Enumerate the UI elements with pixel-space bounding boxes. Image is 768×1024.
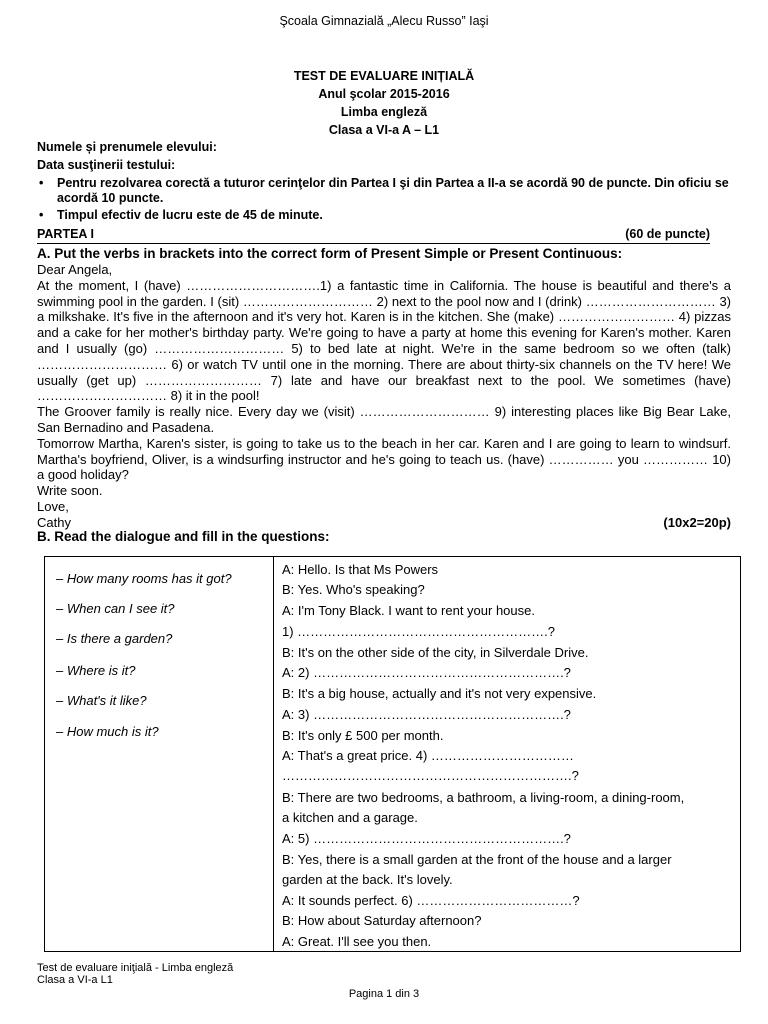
question-option: – Where is it? bbox=[56, 663, 136, 678]
part-label: PARTEA I bbox=[37, 227, 94, 241]
dialogue-line: B: Yes. Who's speaking? bbox=[282, 582, 425, 597]
question-option: – Is there a garden? bbox=[56, 631, 173, 646]
exercise-a-points: (10x2=20p) bbox=[663, 514, 731, 530]
dialogue-line: ………………………………………………………….? bbox=[282, 768, 579, 783]
exercise-a-title: A. Put the verbs in brackets into the correct form of Present Simple or Present Continuous: bbox=[37, 246, 623, 261]
dialogue-line: A: Great. I'll see you then. bbox=[282, 934, 432, 949]
dialogue-line: B: How about Saturday afternoon? bbox=[282, 913, 482, 928]
part-one-heading bbox=[37, 227, 710, 244]
page-footer bbox=[37, 962, 233, 986]
instruction-item: • Timpul efectiv de lucru este de 45 de minute. bbox=[37, 208, 737, 223]
dialogue-table bbox=[44, 556, 741, 952]
exercise-a-letter bbox=[37, 262, 731, 531]
letter-greeting: Dear Angela, bbox=[37, 262, 113, 277]
dialogue-line: B: There are two bedrooms, a bathroom, a living-room, a dining-room, bbox=[282, 790, 685, 805]
question-option: – How much is it? bbox=[56, 724, 159, 739]
question-option: – How many rooms has it got? bbox=[56, 571, 232, 586]
letter-closing: Write soon. bbox=[37, 483, 103, 499]
dialogue-line: a kitchen and a garage. bbox=[282, 810, 418, 825]
instruction-item: • Pentru rezolvarea corectă a tuturor cerinţelor din Partea I şi din Partea a II-a se acordă 90 de puncte. Din oficiu se acordă 10 puncte. bbox=[37, 176, 737, 206]
footer-class: Clasa a VI-a L1 bbox=[37, 974, 113, 986]
school-header: Şcoala Gimnazială „Alecu Russo” Iaşi bbox=[279, 14, 489, 28]
dialogue-line: A: It sounds perfect. 6) ………………………………? bbox=[282, 893, 580, 908]
dialogue-line: A: That's a great price. 4) …………………………… bbox=[282, 748, 574, 763]
letter-paragraph: At the moment, I (have) ………………………….1) a fantastic time in California. The house is beautiful and there's a swimming pool in the garden. I (sit) ………………………… 2) next to the pool now and I (drink) ………………………… 3) a milkshake. It's five in the afternoon and it's very hot. Karen is in the kitchen. She (make) ……………………… 4) pizzas and a cake for her mother's birthday party. We're going to have a party at home this evening for Karen's mother. Karen and I usually (go) ………………………… 5) to bed late at night. We're in the same bedroom so we often (talk) ………………………… 6) or watch TV until one in the morning. There are about thirty-six channels on the TV here! We usually (get up) ……………………… 7) late and have our breakfast next to the pool. We sometimes (have) ………………………… 8) it in the pool! bbox=[37, 277, 731, 404]
question-option: – What's it like? bbox=[56, 693, 147, 708]
instructions-list bbox=[37, 176, 737, 225]
dialogue-line: A: Hello. Is that Ms Powers bbox=[282, 562, 439, 577]
letter-signature: Cathy bbox=[37, 514, 71, 530]
dialogue-line: A: 3) ………………………………………………….? bbox=[282, 707, 571, 722]
student-name-label: Numele și prenumele elevului: bbox=[37, 140, 217, 154]
letter-paragraph: The Groover family is really nice. Every day we (visit) ………………………… 9) interesting places like Big Bear Lake, San Bernadino and Pasadena. bbox=[37, 404, 731, 435]
class-label: Clasa a VI-a A – L1 bbox=[328, 123, 440, 137]
letter-closing: Love, bbox=[37, 498, 69, 514]
footer-test-name: Test de evaluare iniţială - Limba engleză bbox=[37, 962, 234, 974]
question-option: – When can I see it? bbox=[56, 601, 175, 616]
dialogue-line: B: It's only £ 500 per month. bbox=[282, 728, 444, 743]
dialogue-line: A: 5) ………………………………………………….? bbox=[282, 831, 571, 846]
subject: Limba engleză bbox=[340, 105, 428, 119]
test-date-label: Data susţinerii testului: bbox=[37, 158, 176, 172]
part-points: (60 de puncte) bbox=[625, 227, 710, 241]
dialogue-line: A: 2) ………………………………………………….? bbox=[282, 665, 571, 680]
questions-column bbox=[45, 557, 274, 951]
dialogue-line: garden at the back. It's lovely. bbox=[282, 872, 453, 887]
exercise-b-title: B. Read the dialogue and fill in the questions: bbox=[37, 529, 330, 544]
dialogue-line: B: Yes, there is a small garden at the front of the house and a larger bbox=[282, 852, 672, 867]
dialogue-line: A: I'm Tony Black. I want to rent your house. bbox=[282, 603, 535, 618]
test-title-block bbox=[0, 67, 768, 139]
dialogue-column bbox=[274, 557, 740, 951]
test-title: TEST DE EVALUARE INIȚIALĂ bbox=[293, 69, 475, 83]
dialogue-line: 1) ………………………………………………….? bbox=[282, 624, 556, 639]
school-year: Anul şcolar 2015-2016 bbox=[318, 87, 450, 101]
letter-paragraph: Tomorrow Martha, Karen's sister, is going to take us to the beach in her car. Karen and I are going to learn to windsurf. Martha's boyfriend, Oliver, is a windsurfing instructor and he's going to teach us. (have) …………… you …………… 10) a good holiday? bbox=[37, 435, 731, 483]
page-number: Pagina 1 din 3 bbox=[348, 988, 420, 1000]
dialogue-line: B: It's on the other side of the city, in Silverdale Drive. bbox=[282, 645, 589, 660]
dialogue-line: B: It's a big house, actually and it's not very expensive. bbox=[282, 686, 597, 701]
